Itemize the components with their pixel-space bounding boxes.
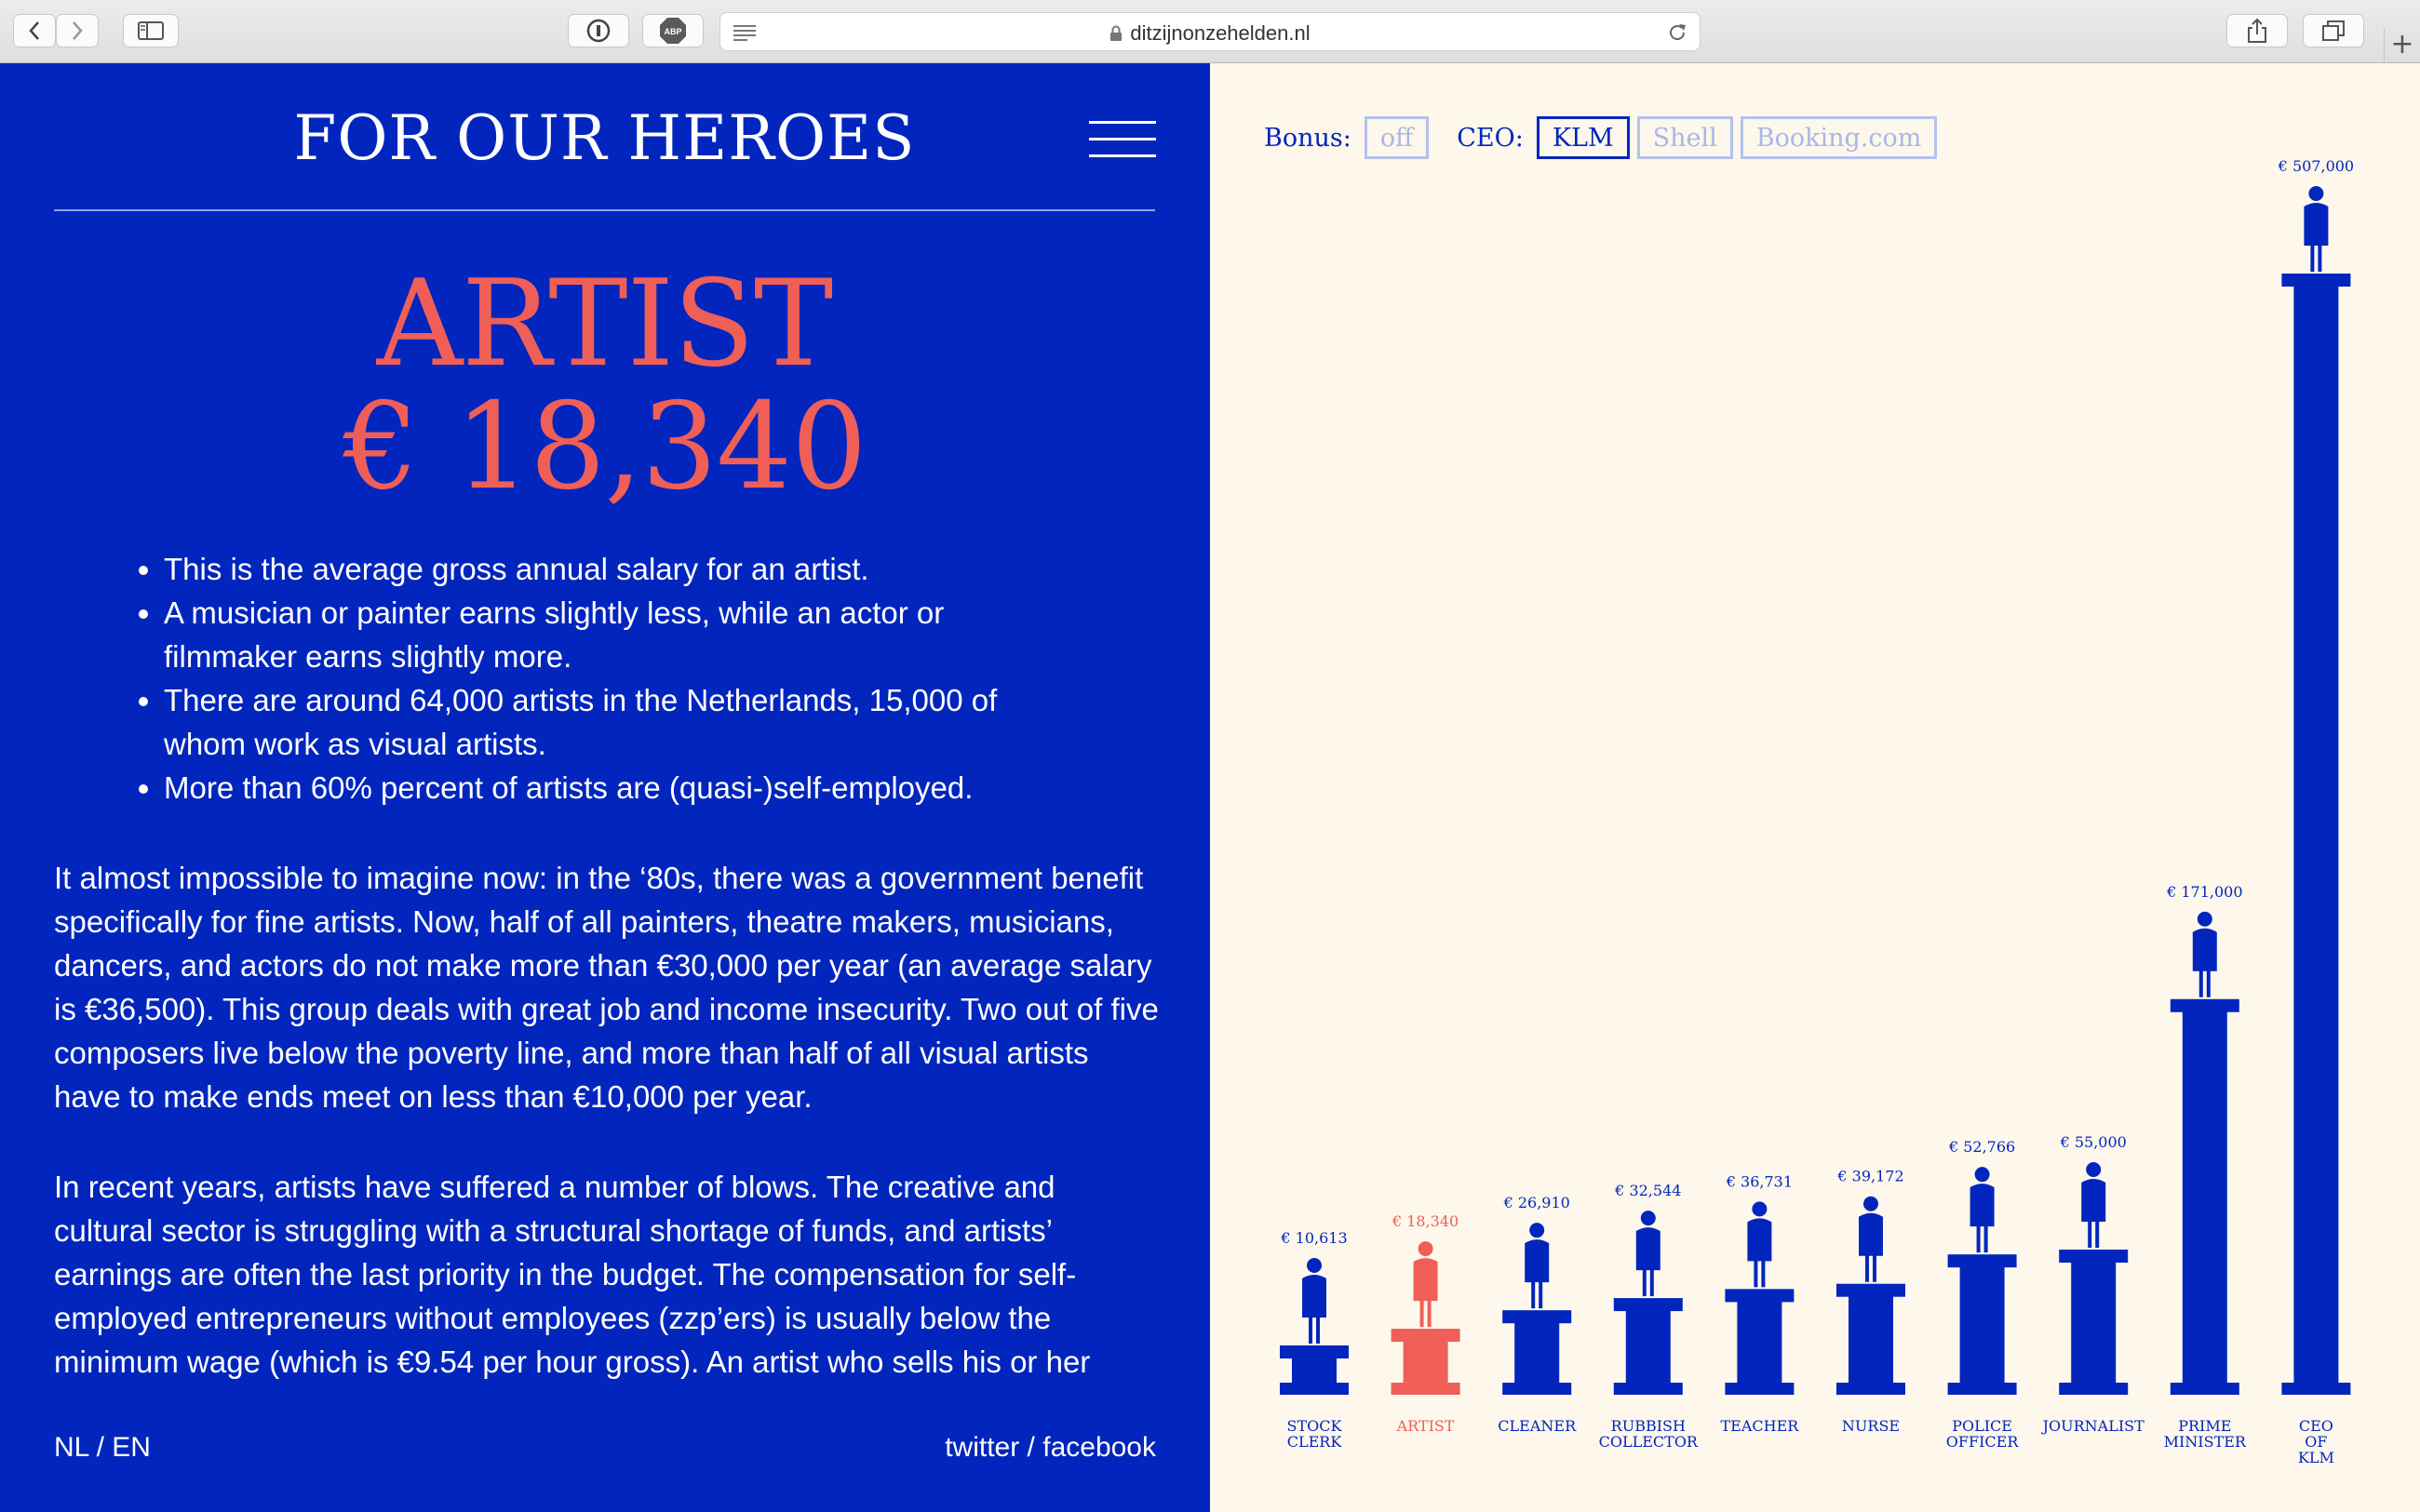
language-link-nl[interactable]: NL — [54, 1432, 89, 1463]
language-link-en[interactable]: EN — [112, 1432, 151, 1463]
adblock-label: ABP — [664, 27, 682, 36]
tabs-overview-button[interactable] — [2303, 14, 2364, 47]
bar-capital — [1614, 1298, 1683, 1311]
hamburger-menu-icon[interactable] — [1089, 121, 1156, 158]
statue-head — [1307, 1258, 1322, 1273]
bar-column — [1626, 1310, 1671, 1383]
profile-heading — [54, 255, 1155, 516]
bar-column — [1404, 1341, 1448, 1383]
bar-column — [2071, 1262, 2116, 1383]
bar-value-label: € 39,172 — [1837, 1167, 1904, 1185]
pedestal-base — [1836, 1383, 1905, 1395]
category-label: OFFICER — [1945, 1433, 2019, 1451]
sidebar-icon — [138, 21, 164, 40]
bar-capital — [1392, 1329, 1460, 1342]
ceo-option-klm[interactable]: KLM — [1537, 116, 1630, 159]
pedestal-base — [1280, 1383, 1349, 1395]
bar-value-label: € 18,340 — [1392, 1212, 1459, 1231]
salary-chart — [1210, 63, 2420, 1512]
bar-capital — [2171, 999, 2239, 1012]
share-button[interactable] — [2226, 14, 2288, 47]
plus-icon: + — [2390, 28, 2414, 60]
password-extension-button[interactable] — [568, 14, 629, 47]
article-panel — [0, 63, 1210, 1512]
address-bar[interactable] — [719, 12, 1701, 51]
site-title[interactable]: FOR OUR HEROES — [293, 102, 916, 174]
facebook-link[interactable]: facebook — [1042, 1432, 1156, 1463]
bar-column — [1849, 1296, 1893, 1383]
article-paragraph: In recent years, artists have suffered a number of blows. The creative and cultural sector is struggling with a structural shortage of funds, and artists’ earnings are often the last priority in the budget. The compensation for self-employed entrepreneurs without employees (zzp’ers) is usually below the minimum wage (which is €9.54 per hour gross). An artist who sells his or her — [54, 1170, 1091, 1379]
category-label: STOCK — [1286, 1417, 1342, 1435]
url-text: ditzijnonzehelden.nl — [1130, 21, 1311, 45]
pedestal-base — [1948, 1383, 2017, 1395]
bar-value-label: € 507,000 — [2278, 157, 2355, 175]
ceo-label: CEO: — [1457, 123, 1524, 153]
statue-figure — [2193, 929, 2217, 997]
category-label: POLICE — [1952, 1417, 2012, 1435]
bar-column — [2293, 286, 2338, 1383]
new-tab-button[interactable] — [2384, 28, 2420, 63]
bar-column — [2183, 1011, 2227, 1383]
category-label: JOURNALIST — [2042, 1417, 2144, 1435]
language-separator: / — [96, 1432, 104, 1463]
social-separator: / — [1027, 1432, 1035, 1463]
bar-value-label: € 52,766 — [1948, 1138, 2016, 1157]
bar-capital — [1280, 1345, 1349, 1358]
adblock-extension-button[interactable] — [642, 14, 704, 47]
bar-value-label: € 10,613 — [1281, 1229, 1348, 1247]
statue-figure — [1747, 1218, 1771, 1287]
pedestal-base — [1725, 1383, 1794, 1395]
statue-figure — [1636, 1227, 1660, 1296]
category-label: PRIME — [2178, 1417, 2232, 1435]
chart-controls — [1264, 115, 1944, 160]
language-switcher — [54, 1432, 151, 1464]
pedestal-base — [2281, 1383, 2350, 1395]
pedestal-base — [1392, 1383, 1460, 1395]
bar-value-label: € 171,000 — [2167, 882, 2243, 901]
statue-head — [1641, 1211, 1656, 1225]
statue-figure — [1302, 1275, 1326, 1344]
bar-capital — [1725, 1289, 1794, 1302]
url-display — [720, 21, 1700, 46]
browser-toolbar — [0, 0, 2420, 63]
bar-capital — [1836, 1284, 1905, 1297]
bar-value-label: € 32,544 — [1615, 1182, 1682, 1200]
bar-capital — [2281, 274, 2350, 287]
statue-figure — [1525, 1239, 1549, 1308]
category-label: CEO — [2298, 1417, 2333, 1435]
statue-head — [2086, 1162, 2101, 1177]
category-label: CLEANER — [1498, 1417, 1577, 1435]
statue-head — [1752, 1201, 1767, 1216]
facts-list — [54, 547, 1162, 810]
social-links — [945, 1432, 1156, 1464]
bonus-label: Bonus: — [1264, 123, 1351, 153]
forward-button[interactable] — [56, 14, 99, 47]
category-label: OF — [2305, 1433, 2328, 1451]
category-label: KLM — [2297, 1449, 2334, 1466]
pedestal-base — [1502, 1383, 1571, 1395]
lock-icon — [1109, 25, 1123, 42]
statue-head — [1975, 1167, 1990, 1182]
ceo-option-shell[interactable]: Shell — [1637, 116, 1733, 159]
category-label: CLERK — [1286, 1433, 1342, 1451]
pedestal-base — [2171, 1383, 2239, 1395]
bar-value-label: € 26,910 — [1503, 1194, 1570, 1212]
chevron-left-icon — [28, 20, 41, 41]
category-label: ARTIST — [1396, 1417, 1455, 1435]
bar-capital — [2059, 1250, 2128, 1263]
pedestal-base — [1614, 1383, 1683, 1395]
pedestal-base — [2059, 1383, 2128, 1395]
article-body — [54, 547, 1162, 1394]
category-label: COLLECTOR — [1598, 1433, 1698, 1451]
statue-head — [1418, 1241, 1433, 1256]
fact-item: • There are around 64,000 artists in the Netherlands, 15,000 of whom work as visual artists. — [164, 678, 1076, 766]
chevron-right-icon — [71, 20, 84, 41]
share-icon — [2247, 18, 2267, 44]
sidebar-toggle-button[interactable] — [123, 14, 179, 47]
bar-column — [1292, 1358, 1337, 1383]
profile-name: ARTIST — [376, 255, 833, 394]
statue-head — [1863, 1197, 1878, 1211]
statue-head — [1529, 1223, 1544, 1238]
category-label: RUBBISH — [1610, 1417, 1686, 1435]
statue-figure — [1859, 1213, 1883, 1282]
bar-value-label: € 36,731 — [1726, 1172, 1794, 1191]
tabs-icon — [2321, 20, 2346, 42]
reload-icon[interactable] — [1666, 21, 1688, 44]
category-label: NURSE — [1841, 1417, 1901, 1435]
statue-figure — [1414, 1258, 1438, 1327]
statue-head — [2308, 186, 2323, 201]
bar-column — [1737, 1301, 1781, 1383]
fact-item: • This is the average gross annual salary for an artist. — [164, 547, 1076, 591]
category-label: MINISTER — [2163, 1433, 2246, 1451]
category-label: TEACHER — [1720, 1417, 1799, 1435]
article-paragraph: It almost impossible to imagine now: in the ‘80s, there was a government benefit specifically for fine artists. Now, half of all painters, theatre makers, musicians, dancers, and actors do not make more than €30,000 per year (an average salary is €36,500). This group deals with great job and income insecurity. Two out of five composers live below the poverty line, and more than half of all visual artists have to make ends meet on less than €10,000 per year. — [54, 861, 1159, 1114]
bar-column — [1514, 1322, 1559, 1383]
statue-figure — [1970, 1184, 1995, 1252]
twitter-link[interactable]: twitter — [945, 1432, 1020, 1463]
bar-capital — [1502, 1310, 1571, 1323]
header-divider — [54, 209, 1155, 211]
bar-value-label: € 55,000 — [2060, 1132, 2127, 1151]
fact-item: • A musician or painter earns slightly less, while an actor or filmmaker earns slightly more. — [164, 591, 1076, 678]
chart-panel — [1210, 63, 2420, 1512]
ceo-option-booking[interactable]: Booking.com — [1741, 116, 1938, 159]
bar-capital — [1948, 1254, 2017, 1267]
profile-salary: € 18,340 — [343, 378, 867, 516]
back-button[interactable] — [13, 14, 56, 47]
adblock-icon — [659, 17, 687, 45]
bonus-toggle[interactable]: off — [1365, 116, 1429, 159]
password-manager-icon — [586, 19, 611, 43]
statue-figure — [2304, 203, 2328, 272]
bar-column — [1960, 1266, 2005, 1383]
statue-figure — [2081, 1179, 2105, 1248]
statue-head — [2198, 912, 2212, 927]
fact-item: • More than 60% percent of artists are (quasi-)self-employed. — [164, 766, 1076, 810]
